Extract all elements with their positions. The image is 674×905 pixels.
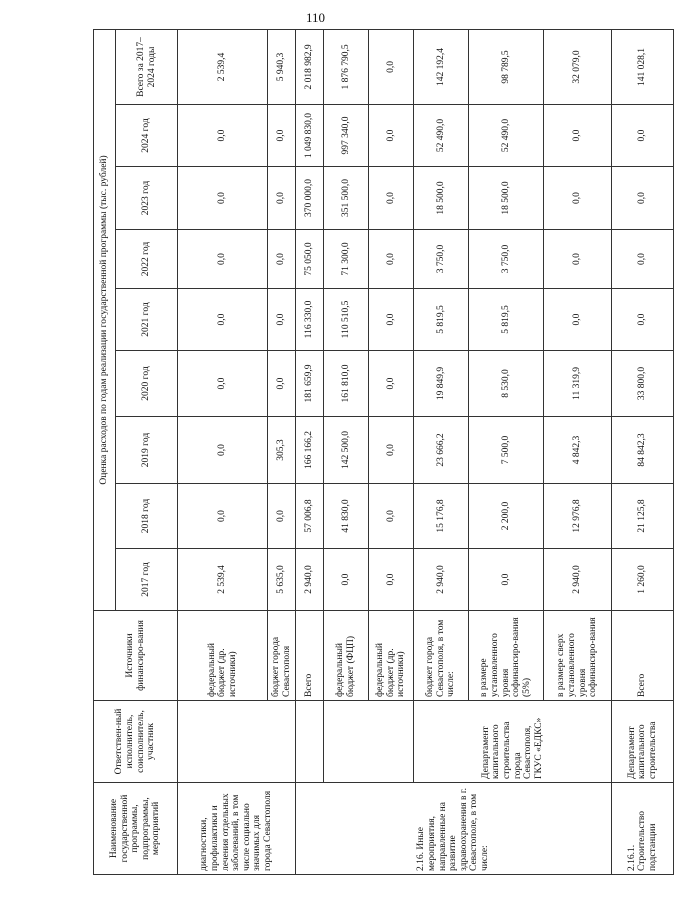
row-executor [324,701,414,783]
row-value: 116 330,0 [296,289,324,351]
row-value: 0,0 [178,167,268,230]
row-name: 2.16. Иные мероприятия, направленные на развитие здравоохранения в г. Севастополе, в том числе: [296,783,612,875]
table-row [296,29,324,874]
row-total: 0,0 [369,29,414,104]
row-value: 15 176,8 [414,484,469,549]
row-value: 57 006,8 [296,484,324,549]
table-row [612,29,674,874]
row-total: 98 789,5 [469,29,544,104]
row-value: 41 830,0 [324,484,369,549]
table-row [414,29,469,874]
row-source: в размере установленного уровня софинансиро-вания (5%) [469,611,544,701]
header-estimate: Оценка расходов по годам реализации государственной программы (тыс. рублей) [94,29,116,610]
row-value: 5 819,5 [469,289,544,351]
row-value: 0,0 [178,484,268,549]
header-year: 2022 год [116,230,178,289]
header-total: Всего за 2017–2024 годы [116,29,178,104]
row-value: 0,0 [612,105,674,167]
row-value: 0,0 [369,167,414,230]
row-value: 0,0 [612,230,674,289]
row-value: 0,0 [268,230,296,289]
row-value: 21 125,8 [612,484,674,549]
row-value: 0,0 [544,289,612,351]
row-value: 18 500,0 [414,167,469,230]
row-value: 0,0 [178,417,268,484]
row-value: 2 200,0 [469,484,544,549]
row-value: 0,0 [268,351,296,417]
row-value: 0,0 [469,549,544,611]
header-name: Наименование государственной программы, подпрограммы, мероприятий [94,783,178,875]
row-source: федеральный бюджет (др. источники) [369,611,414,701]
row-value: 3 750,0 [414,230,469,289]
row-value: 33 800,0 [612,351,674,417]
row-name: диагностики, профилактики и лечения отдельных заболеваний, в том числе социально значимых для города Севастополя [178,783,296,875]
row-value: 0,0 [178,230,268,289]
row-value: 2 940,0 [414,549,469,611]
row-value: 0,0 [544,105,612,167]
row-value: 370 000,0 [296,167,324,230]
row-value: 305,3 [268,417,296,484]
header-year: 2023 год [116,167,178,230]
row-source: Всего [296,611,324,701]
row-value: 0,0 [369,351,414,417]
table-row [178,29,268,874]
header-year: 2019 год [116,417,178,484]
row-value: 181 659,9 [296,351,324,417]
row-value: 0,0 [612,289,674,351]
row-executor [178,701,296,783]
row-value: 0,0 [268,105,296,167]
row-value: 5 635,0 [268,549,296,611]
row-value: 0,0 [178,105,268,167]
row-value: 1 049 830,0 [296,105,324,167]
header-source: Источники финансиро-вания [94,611,178,701]
row-value: 0,0 [369,549,414,611]
row-total: 2 539,4 [178,29,268,104]
row-value: 52 490,0 [414,105,469,167]
row-value: 0,0 [268,167,296,230]
row-value: 2 940,0 [544,549,612,611]
page-number: 110 [305,10,326,25]
row-value: 0,0 [612,167,674,230]
row-value: 0,0 [178,289,268,351]
row-value: 11 319,9 [544,351,612,417]
row-value: 0,0 [178,351,268,417]
header-year: 2018 год [116,484,178,549]
header-year: 2024 год [116,105,178,167]
header-executor: Ответствен-ный исполнитель, соисполнитель, участник [94,701,178,783]
row-value: 161 810,0 [324,351,369,417]
row-value: 2 940,0 [296,549,324,611]
row-value: 19 849,9 [414,351,469,417]
row-value: 8 530,0 [469,351,544,417]
row-value: 0,0 [268,289,296,351]
rotated-table-container [93,30,658,875]
row-source: федеральный бюджет (др. источники) [178,611,268,701]
row-value: 5 819,5 [414,289,469,351]
row-value: 166 166,2 [296,417,324,484]
row-total: 2 018 982,9 [296,29,324,104]
row-value: 23 666,2 [414,417,469,484]
row-value: 0,0 [369,105,414,167]
row-source: бюджет города Севастополя, в том числе: [414,611,469,701]
row-value: 0,0 [369,289,414,351]
rotated-table-wrapper [93,30,658,875]
row-value: 142 500,0 [324,417,369,484]
row-value: 7 500,0 [469,417,544,484]
row-executor: Департамент капитального строительства [612,701,674,783]
row-value: 2 539,4 [178,549,268,611]
row-value: 84 842,3 [612,417,674,484]
row-source: Всего [612,611,674,701]
header-year: 2020 год [116,351,178,417]
row-value: 0,0 [268,484,296,549]
row-total: 32 079,0 [544,29,612,104]
row-total: 1 876 790,5 [324,29,369,104]
financing-table [93,29,674,875]
row-value: 1 260,0 [612,549,674,611]
row-value: 18 500,0 [469,167,544,230]
row-value: 0,0 [324,549,369,611]
row-value: 0,0 [369,230,414,289]
row-value: 0,0 [369,484,414,549]
row-source: федеральный бюджет (ФЦП) [324,611,369,701]
row-value: 0,0 [544,167,612,230]
row-value: 997 340,0 [324,105,369,167]
row-source: бюджет города Севастополя [268,611,296,701]
row-value: 12 976,8 [544,484,612,549]
row-total: 5 940,3 [268,29,296,104]
header-year: 2017 год [116,549,178,611]
row-value: 0,0 [544,230,612,289]
row-value: 52 490,0 [469,105,544,167]
row-value: 71 300,0 [324,230,369,289]
row-total: 142 192,4 [414,29,469,104]
row-executor: Департамент капитального строительства города Севастополя, ГКУС «ЕДКС» [414,701,612,783]
row-value: 351 500,0 [324,167,369,230]
table-row [324,29,369,874]
row-executor [296,701,324,783]
row-value: 3 750,0 [469,230,544,289]
row-source: в размере сверх установленного уровня софинансиро-вания [544,611,612,701]
row-total: 141 028,1 [612,29,674,104]
row-value: 75 050,0 [296,230,324,289]
header-year: 2021 год [116,289,178,351]
row-name: 2.16.1. Строительство подстанции [612,783,674,875]
row-value: 4 842,3 [544,417,612,484]
row-value: 110 510,5 [324,289,369,351]
row-value: 0,0 [369,417,414,484]
